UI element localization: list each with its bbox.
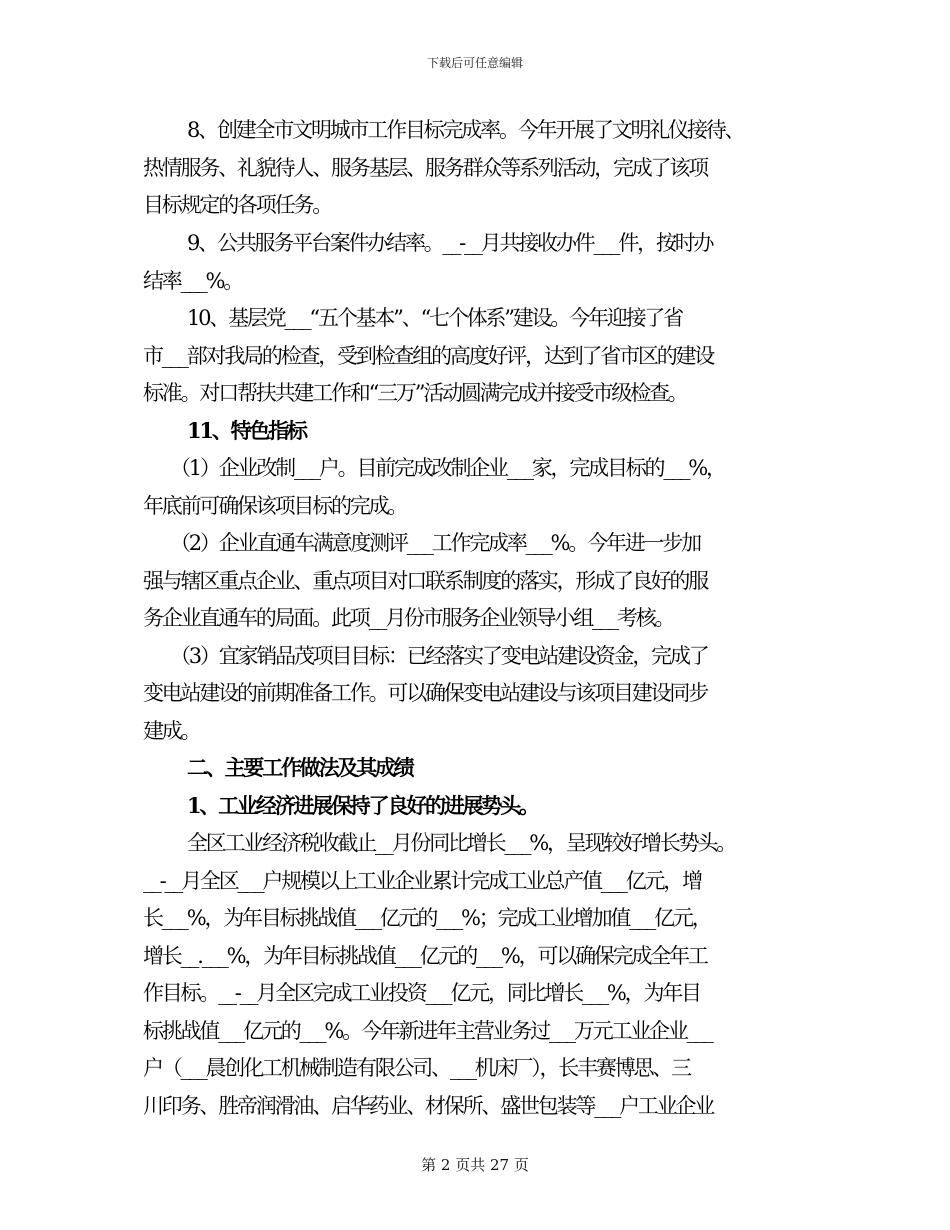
paragraph-line: 8、创建全市文明城市工作目标完成率。今年开展了文明礼仪接待、	[187, 118, 744, 142]
paragraph-line: 标挑战值___亿元的___%。今年新进年主营业务过___万元工业企业___	[143, 1019, 712, 1043]
section-heading: 11、特色指标	[187, 418, 306, 443]
paragraph-line: 增长__.___%，为年目标挑战值___亿元的___%，可以确保完成全年工	[143, 944, 707, 968]
paragraph-line: 热情服务、礼貌待人、服务基层、服务群众等系列活动，完成了该项	[143, 156, 707, 180]
section-heading: 二、主要工作做法及其成绩	[187, 755, 413, 780]
page-footer: 第 2 页共 27 页	[421, 1156, 529, 1174]
paragraph-line: 长___%，为年目标挑战值___亿元的___%；完成工业增加值___亿元，	[143, 906, 711, 930]
paragraph-line: 市___部对我局的检查，受到检查组的高度好评，达到了省市区的建设	[143, 344, 714, 368]
paragraph-line: 10、基层党___“五个基本”、“七个体系”建设。今年迎接了省	[187, 306, 682, 330]
paragraph-line: 标准。对口帮扶共建工作和“三万”活动圆满完成并接受市级检查。	[143, 381, 687, 405]
paragraph-line: （2）企业直通车满意度测评___工作完成率___%。今年进一步加	[170, 531, 700, 555]
section-heading: 1、工业经济进展保持了良好的进展势头。	[187, 793, 538, 818]
paragraph-line: （3）宜家销品茂项目目标：已经落实了变电站建设资金，完成了	[170, 644, 708, 668]
paragraph-line: （1）企业改制___户。目前完成改制企业___家，完成目标的___%，	[170, 456, 725, 480]
paragraph-line: 9、公共服务平台案件办结率。__-__月共接收办件___件，按时办	[187, 231, 713, 255]
paragraph-line: 建成。	[143, 719, 200, 743]
paragraph-line: 结率___%。	[143, 269, 243, 293]
paragraph-line: 作目标。__-__月全区完成工业投资___亿元，同比增长___%，为年目	[143, 981, 700, 1005]
paragraph-line: 户（___晨创化工机械制造有限公司、___机床厂），长丰赛博思、三	[143, 1056, 690, 1080]
paragraph-line: 目标规定的各项任务。	[143, 193, 331, 217]
paragraph-line: 变电站建设的前期准备工作。可以确保变电站建设与该项目建设同步	[143, 681, 707, 705]
paragraph-line: 年底前可确保该项目标的完成。	[143, 494, 407, 518]
paragraph-line: __-__月全区___户规模以上工业企业累计完成工业总产值___亿元，增	[143, 869, 701, 893]
page-header: 下载后可任意编辑	[426, 56, 523, 70]
paragraph-line: 务企业直通车的局面。此项__月份市服务企业领导小组___考核。	[143, 606, 674, 630]
paragraph-line: 川印务、胜帝润滑油、启华药业、材保所、盛世包装等___户工业企业	[143, 1094, 714, 1118]
paragraph-line: 强与辖区重点企业、重点项目对口联系制度的落实，形成了良好的服	[143, 569, 707, 593]
paragraph-line: 全区工业经济税收截止__月份同比增长___%，呈现较好增长势头。	[187, 831, 736, 855]
